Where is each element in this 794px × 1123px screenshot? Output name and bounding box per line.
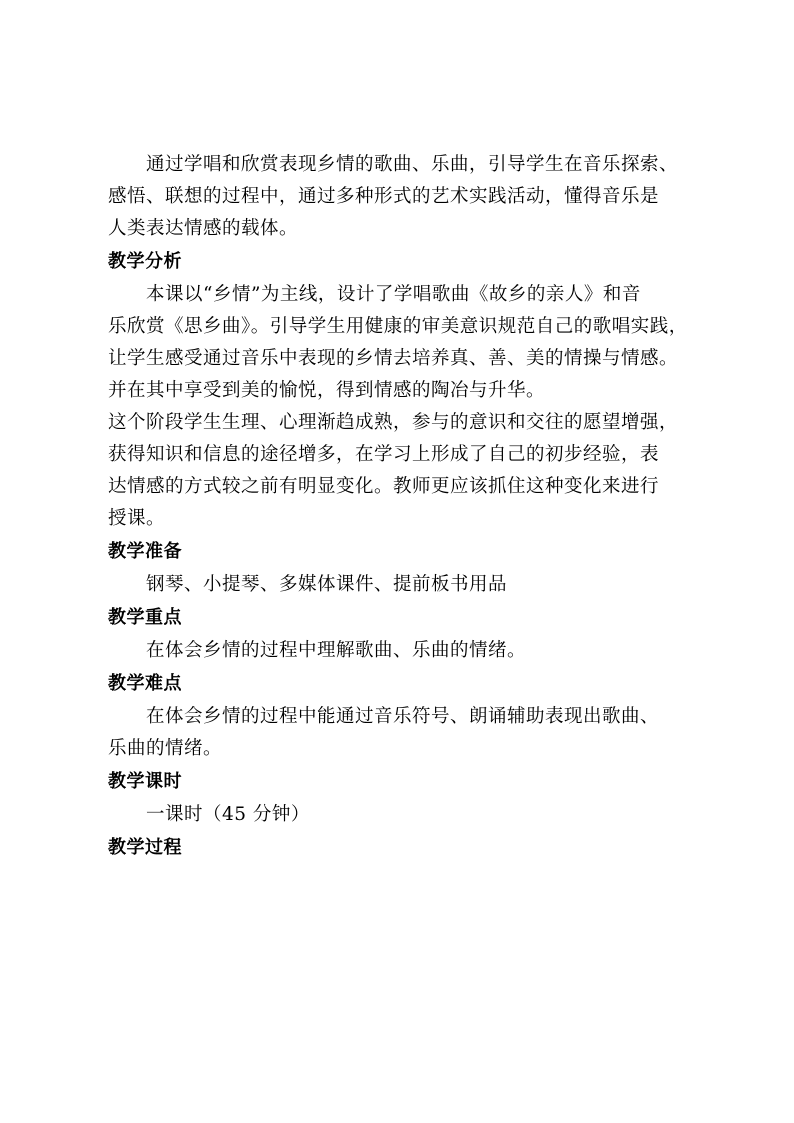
intro-line-3: 人类表达情感的载体。 [108, 218, 299, 239]
analysis-line-8: 授课。 [108, 508, 166, 529]
preparation-line-1: 钢琴、小提琴、多媒体课件、提前板书用品 [146, 574, 508, 595]
difficulty-line-2: 乐曲的情绪。 [108, 738, 223, 759]
duration-heading: 教学课时 [108, 771, 182, 792]
analysis-heading: 教学分析 [108, 251, 182, 272]
process-heading: 教学过程 [108, 837, 182, 858]
analysis-line-3: 让学生感受通过音乐中表现的乡情去培养真、善、美的情操与情感。 [108, 348, 679, 369]
keypoint-line-1: 在体会乡情的过程中理解歌曲、乐曲的情绪。 [146, 640, 527, 661]
intro-line-2: 感悟、联想的过程中，通过多种形式的艺术实践活动，懂得音乐是 [108, 186, 660, 207]
analysis-line-5: 这个阶段学生生理、心理渐趋成熟，参与的意识和交往的愿望增强， [108, 412, 679, 433]
analysis-line-2: 乐欣赏《思乡曲》。引导学生用健康的审美意识规范自己的歌唱实践， [108, 316, 688, 337]
preparation-heading: 教学准备 [108, 541, 182, 562]
analysis-line-1: 本课以“乡情”为主线，设计了学唱歌曲《故乡的亲人》和音 [146, 284, 641, 305]
analysis-line-4: 并在其中享受到美的愉悦，得到情感的陶冶与升华。 [108, 380, 546, 401]
analysis-line-7: 达情感的方式较之前有明显变化。教师更应该抓住这种变化来进行 [108, 476, 660, 497]
difficulty-heading: 教学难点 [108, 673, 182, 694]
duration-line-1: 一课时（45 分钟） [146, 804, 310, 825]
intro-line-1: 通过学唱和欣赏表现乡情的歌曲、乐曲，引导学生在音乐探索、 [146, 154, 679, 175]
document-body [108, 149, 698, 865]
analysis-line-6: 获得知识和信息的途径增多，在学习上形成了自己的初步经验，表 [108, 444, 660, 465]
difficulty-line-1: 在体会乡情的过程中能通过音乐符号、朗诵辅助表现出歌曲、 [146, 706, 660, 727]
keypoint-heading: 教学重点 [108, 607, 182, 628]
